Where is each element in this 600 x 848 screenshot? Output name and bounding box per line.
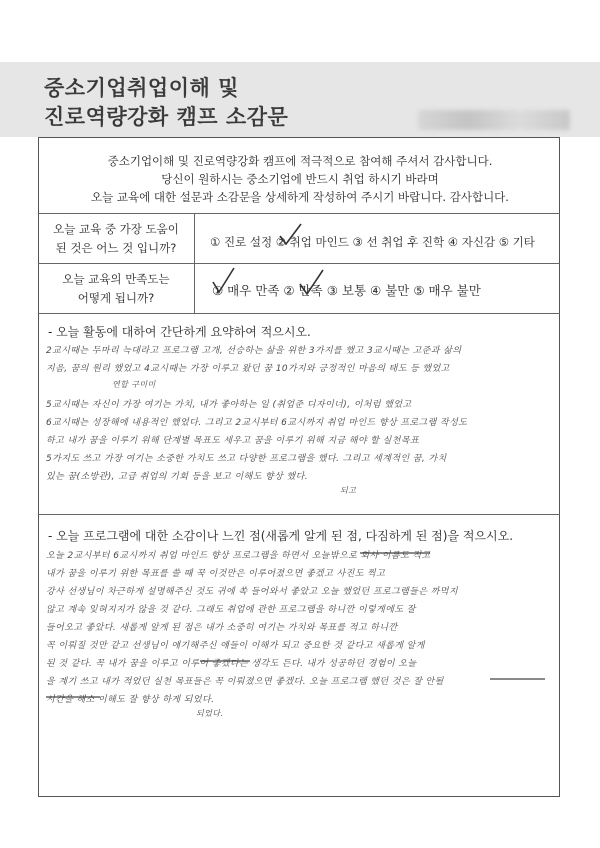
question1-options[interactable]: ① 진로 설정 ② 취업 마인드 ③ 선 취업 후 진학 ④ 자신감 ⑤ 기타 — [210, 235, 535, 249]
handwritten-line: 있는 꿈(소방관), 고급 취업의 기회 등을 보고 이해도 향상 했다. — [46, 472, 308, 482]
intro-line2: 당신이 원하시는 중소기업에 반드시 취업 하시기 바라며 — [161, 172, 439, 186]
handwritten-line: 2교시때는 두마리 늑대라고 프로그램 고개, 선승하는 삶을 위한 3가지를 했고 3교시때는 고준과 삶의 — [46, 346, 462, 356]
handwritten-line: 들어오고 좋았다. 새롭게 알게 된 점은 내가 소중히 여기는 가치와 목표를 적고 하니깐 — [46, 623, 398, 633]
handwritten-line: 꼭 이뤄질 것만 같고 선생님이 얘기해주신 얘들이 이해가 되고 중요한 것 같다고 새롭게 알게 — [46, 641, 425, 651]
handwritten-line: 5교시때는 자신이 가장 여기는 가치, 내가 좋아하는 일 (취업준 디자이너), 이처럼 했었고 — [46, 400, 412, 410]
handwritten-line: 오늘 2교시부터 6교시까지 취업 마인드 향상 프로그램을 하면서 오늘밖으로 회사 이름도 적고 — [46, 551, 431, 561]
intro-line3: 오늘 교육에 대한 설문과 소감문을 상세하게 작성하여 주시기 바랍니다. 감사합니다. — [91, 190, 509, 204]
question1-label: 오늘 교육 중 가장 도움이 된 것은 어느 것 입니까? — [53, 222, 179, 255]
page-title-line2: 진로역량강화 캠프 소감문 — [44, 105, 289, 129]
handwritten-line: 시간을 해소 이해도 잘 향상 하게 되었다. — [46, 695, 215, 705]
handwritten-line: 6교시때는 성장해에 내용적인 했었다. 그리고 2교시부터 6교시까지 취업 마인드 향상 프로그램 작성도 — [46, 418, 468, 428]
handwritten-line: 않고 계속 잊혀지지가 않을 것 같다. 그래도 취업에 관한 프로그램을 하니깐 이렇게에도 잘 — [46, 605, 416, 615]
question2-options[interactable]: ① 매우 만족 ② 만족 ③ 보통 ④ 불만 ⑤ 매우 불만 — [212, 283, 481, 298]
handwritten-line: 내가 꿈을 이루기 위한 목표를 쓸 때 꾹 이것만은 이루어졌으면 좋겠고 사진도 찍고 — [46, 569, 386, 579]
handwritten-note: 연합 구미미 — [112, 380, 156, 389]
handwritten-line: 된 것 같다. 꼭 내가 꿈을 이루고 이루어 좋겠다는 생각도 든다. 내가 성공하던 경험이 오늘 — [46, 659, 417, 669]
intro-line1: 중소기업이해 및 진로역량강화 캠프에 적극적으로 참여해 주셔서 감사합니다. — [107, 154, 493, 168]
page-title-line1: 중소기업취업이해 및 — [44, 76, 239, 100]
handwritten-line: 5가지도 쓰고 가장 여기는 소중한 가치도 쓰고 다양한 프로그램을 했다. 그리고 세계적인 꿈, 가치 — [46, 454, 447, 464]
question2-label: 오늘 교육의 만족도는 어떻게 됩니까? — [62, 272, 170, 305]
handwritten-note: 되었다. — [196, 709, 224, 718]
handwritten-line: 을 계기 쓰고 내가 적었던 실천 목표들은 꼭 이뤄졌으면 좋겠다. 오늘 프로그램 했던 것은 잘 안될 — [46, 677, 444, 687]
handwritten-line: 하고 내가 꿈을 이루기 위해 단계별 목표도 세우고 꿈을 이루기 위해 지금 해야 할 실천목표 — [46, 436, 420, 446]
handwritten-line: 강사 선생님이 차근하게 설명해주신 것도 귀에 쏙 들어와서 좋았고 오늘 했었던 프로그램들은 까먹지 — [46, 587, 458, 597]
handwritten-note: 되고 — [340, 486, 357, 495]
handwritten-line: 지음, 꿈의 원리 했었고 4교시때는 가장 이루고 왔던 꿈 10가지와 긍정적인 마음의 태도 등 했었고 — [46, 364, 450, 374]
section2-heading: - 오늘 프로그램에 대한 소감이나 느낀 점(새롭게 알게 된 점, 다짐하게 된 점)을 적으시오. — [48, 529, 514, 543]
section1-heading: - 오늘 활동에 대하여 간단하게 요약하여 적으시오. — [48, 325, 311, 339]
